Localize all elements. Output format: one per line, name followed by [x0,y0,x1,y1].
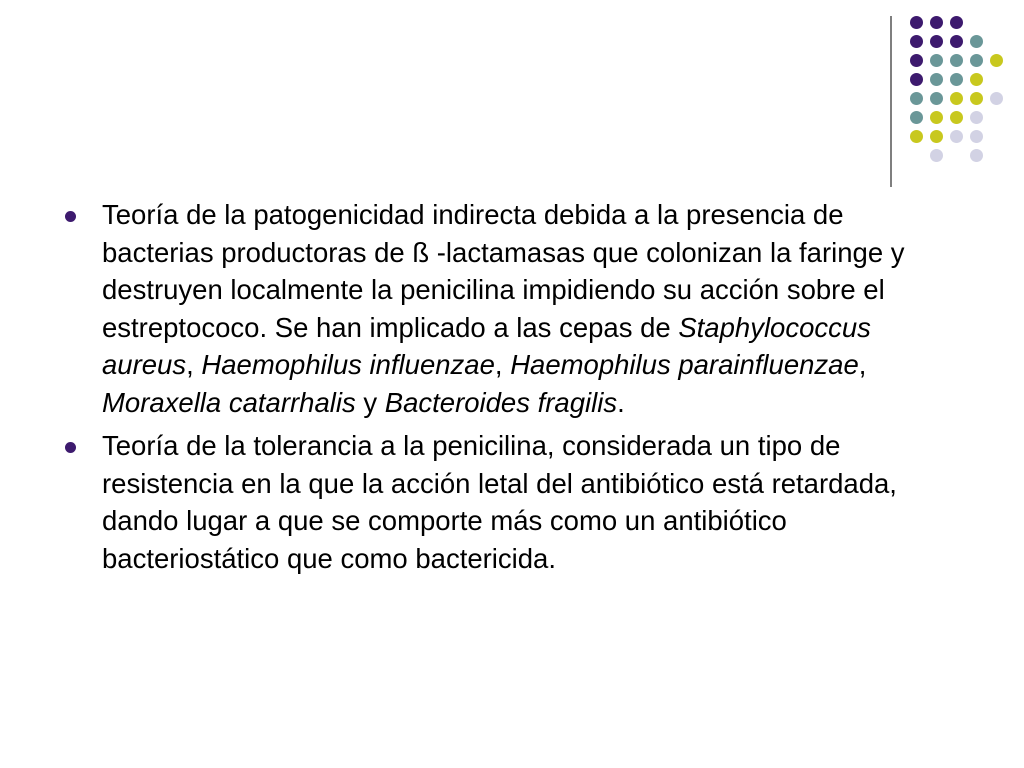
decorative-dot [990,54,1003,67]
decorative-dot [910,130,923,143]
text-segment: Teoría de la patogenicidad indirecta debida a la presencia de bacterias productoras de ß -lactamasas que colonizan la faringe y destruyen localmente la penicilina impidiendo su acción sobre el estreptococo. Se han implicado a las cepas de [102,199,905,343]
species-name: Bacteroides fragilis [384,386,618,418]
species-name: Staphylococcus aureus [102,311,871,380]
decorative-dot [930,111,943,124]
decorative-dot [910,16,923,29]
decorative-dot [910,92,923,105]
decorative-dot [950,73,963,86]
species-name: Moraxella catarrhalis [102,386,356,418]
decorative-dot [910,54,923,67]
decorative-dot [930,16,943,29]
decorative-dot [970,54,983,67]
decorative-dot [950,35,963,48]
decorative-dot [910,35,923,48]
bullet-text [102,430,897,574]
divider-line [890,16,892,187]
bullet-marker [65,211,76,222]
bullet-text [102,199,905,418]
decorative-dot [930,35,943,48]
text-segment: , [858,349,867,380]
decorative-dot [950,130,963,143]
decorative-dot [930,54,943,67]
bullet-list [62,196,962,583]
species-name: Haemophilus parainfluenzae [510,349,859,380]
decorative-dot [970,149,983,162]
bullet-item [62,196,962,421]
decorative-dot [930,149,943,162]
decorative-dot [930,73,943,86]
text-segment: , [494,349,511,380]
decorative-dot [930,92,943,105]
text-segment: Teoría de la tolerancia a la penicilina, considerada un tipo de resistencia en la que la acción letal del antibiótico está retardada, dando lugar a que se comporte más como un antibiótico bacteriostático que como bactericida. [102,430,897,574]
decorative-dot [970,111,983,124]
species-name: Haemophilus influenzae [201,349,495,380]
decorative-dot [910,111,923,124]
decorative-dot [950,54,963,67]
bullet-item [62,427,962,577]
text-segment: . [617,386,625,418]
decorative-dot [950,16,963,29]
decorative-dot [910,73,923,86]
decorative-dot [930,130,943,143]
text-segment: y [355,386,385,418]
decorative-dot [970,130,983,143]
decorative-dot [970,35,983,48]
decorative-dot [970,92,983,105]
decorative-dot [950,92,963,105]
bullet-marker [65,442,76,453]
decorative-dot [990,92,1003,105]
text-segment: , [186,349,202,380]
decorative-dot [970,73,983,86]
decorative-dot [950,111,963,124]
